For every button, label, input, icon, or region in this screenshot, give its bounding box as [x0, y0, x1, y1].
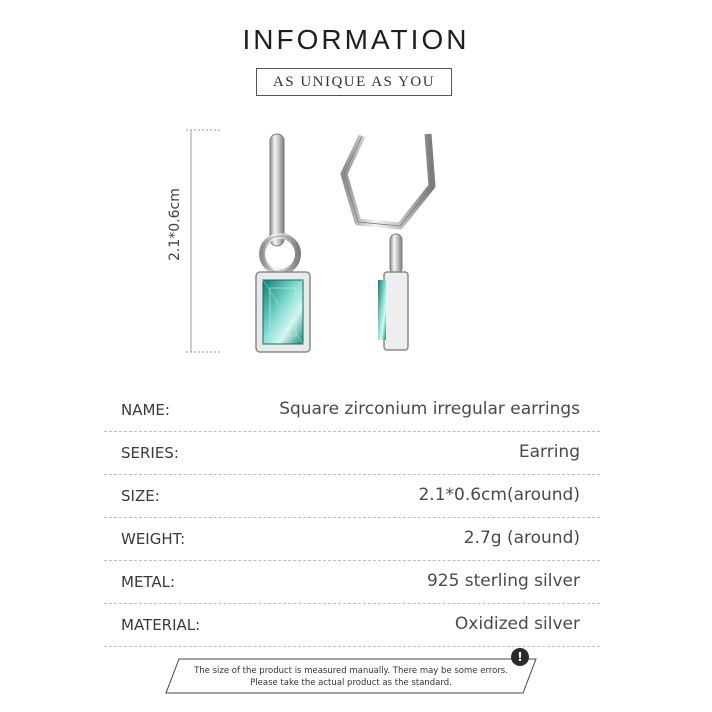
spec-value: 2.1*0.6cm(around) — [418, 485, 580, 505]
spec-value: Square zirconium irregular earrings — [279, 399, 580, 419]
spec-row-weight — [104, 518, 600, 561]
page-title: INFORMATION — [242, 24, 470, 55]
spec-row-metal — [104, 561, 600, 604]
spec-row-series — [104, 432, 600, 475]
notice-line-1: The size of the product is measured manually. There may be some errors. — [194, 666, 508, 676]
spec-value: 2.7g (around) — [463, 528, 580, 548]
subtitle-box — [256, 68, 452, 96]
spec-value: Oxidized silver — [454, 614, 580, 634]
spec-label: METAL: — [121, 573, 176, 591]
notice-line-2: Please take the actual product as the standard. — [250, 678, 452, 688]
measurement-notice — [165, 650, 537, 694]
spec-label: SIZE: — [121, 487, 160, 505]
spec-value: Earring — [518, 442, 580, 462]
spec-label: WEIGHT: — [121, 530, 186, 548]
spec-row-size — [104, 475, 600, 518]
dimension-label: 2.1*0.6cm — [167, 188, 183, 261]
spec-table — [104, 389, 600, 647]
earrings-image — [232, 126, 482, 366]
subtitle: AS UNIQUE AS YOU — [272, 74, 436, 90]
spec-row-name — [104, 389, 600, 432]
dimension-indicator — [186, 128, 220, 354]
spec-label: SERIES: — [121, 444, 179, 462]
spec-label: NAME: — [121, 401, 170, 419]
exclamation-icon: ! — [511, 648, 529, 666]
spec-label: MATERIAL: — [121, 616, 201, 634]
spec-row-material — [104, 604, 600, 647]
spec-value: 925 sterling silver — [426, 571, 580, 591]
